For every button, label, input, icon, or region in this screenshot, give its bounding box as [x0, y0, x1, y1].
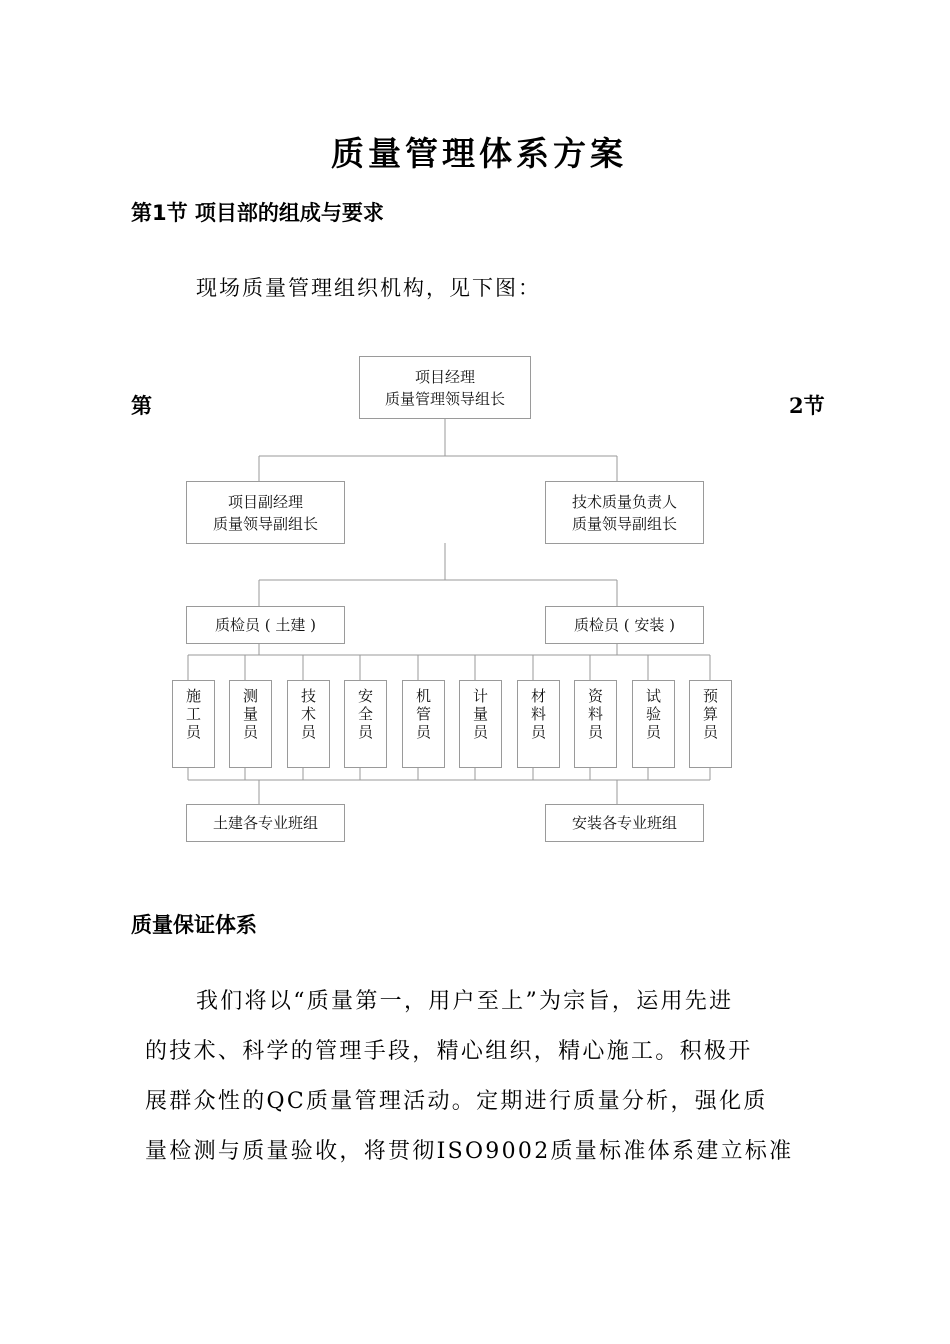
org-left-deputy-box — [186, 481, 345, 544]
org-team-right-label: 安装各专业班组 — [571, 814, 677, 832]
org-staff-label: 试验员 — [645, 687, 661, 741]
org-staff-box — [229, 680, 272, 768]
document-title: 质量管理体系方案 — [331, 134, 627, 173]
body-line-2: 的技术、科学的管理手段，精心组织，精心施工。积极开 — [145, 1039, 753, 1064]
section2-heading-right: 2节 — [789, 393, 825, 418]
org-left-deputy-line1: 项目副经理 — [227, 492, 303, 511]
org-top-line1: 项目经理 — [414, 367, 475, 386]
org-staff-box — [287, 680, 330, 768]
org-inspector-left-label: 质检员 ( 土建 ) — [214, 616, 316, 634]
org-top-line2: 质量管理领导组长 — [384, 389, 505, 408]
org-staff-label: 计量员 — [472, 687, 488, 741]
org-top-box — [359, 356, 531, 419]
org-inspector-right-label: 质检员 ( 安装 ) — [573, 616, 675, 634]
section2-heading-left: 第 — [131, 393, 152, 418]
org-staff-box — [402, 680, 445, 768]
org-team-left-box — [186, 804, 345, 842]
org-right-deputy-line2: 质量领导副组长 — [571, 514, 677, 533]
org-inspector-right-box — [545, 606, 704, 644]
org-staff-label: 施工员 — [185, 687, 201, 741]
org-staff-label: 材料员 — [530, 687, 546, 741]
org-staff-box — [574, 680, 617, 768]
org-right-deputy-line1: 技术质量负责人 — [571, 492, 677, 511]
org-staff-label: 技术员 — [300, 687, 316, 741]
quality-assurance-heading: 质量保证体系 — [131, 912, 257, 937]
org-staff-label: 资料员 — [587, 687, 603, 741]
org-staff-box — [459, 680, 502, 768]
org-staff-box — [172, 680, 215, 768]
org-staff-label: 测量员 — [242, 687, 258, 741]
org-staff-label: 预算员 — [702, 687, 718, 741]
org-team-left-label: 土建各专业班组 — [212, 814, 318, 832]
org-staff-box — [632, 680, 675, 768]
section1-heading: 第1节 项目部的组成与要求 — [131, 201, 384, 225]
org-staff-label: 机管员 — [415, 687, 431, 741]
intro-text: 现场质量管理组织机构，见下图： — [196, 276, 541, 300]
org-staff-box — [517, 680, 560, 768]
org-left-deputy-line2: 质量领导副组长 — [212, 514, 318, 533]
org-staff-box — [689, 680, 732, 768]
org-staff-box — [344, 680, 387, 768]
body-line-3: 展群众性的QC质量管理活动。定期进行质量分析，强化质 — [145, 1089, 768, 1114]
org-team-right-box — [545, 804, 704, 842]
org-inspector-left-box — [186, 606, 345, 644]
body-line-1: 我们将以“质量第一，用户至上”为宗旨，运用先进 — [196, 989, 734, 1014]
body-line-4: 量检测与质量验收，将贯彻ISO9002质量标准体系建立标准 — [145, 1139, 794, 1164]
org-right-deputy-box — [545, 481, 704, 544]
org-staff-label: 安全员 — [357, 687, 373, 741]
